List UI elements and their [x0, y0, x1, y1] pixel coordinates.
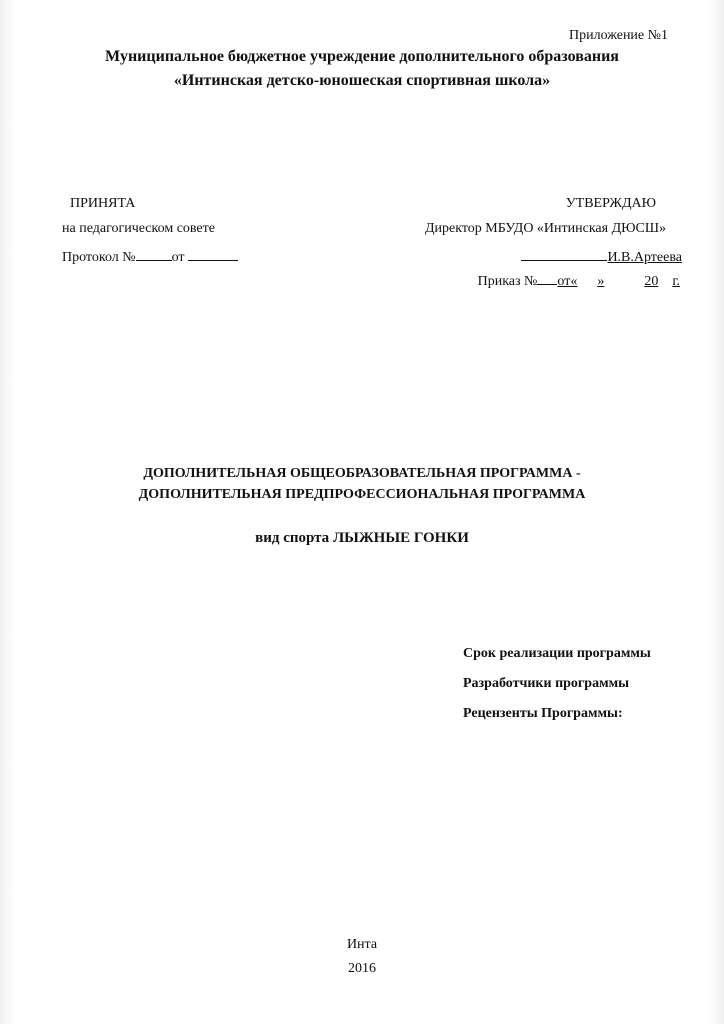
appendix-label: Приложение №1 [569, 28, 668, 43]
protocol-label: Протокол № [62, 250, 136, 265]
sport-name: ЛЫЖНЫЕ ГОНКИ [332, 530, 469, 546]
organization-name-line1: Муниципальное бюджетное учреждение дополнительного образования [105, 48, 619, 65]
sport-label: вид спорта [255, 530, 330, 546]
director-position: Директор МБУДО «Интинская ДЮСШ» [424, 221, 666, 236]
program-title-line2: ДОПОЛНИТЕЛЬНАЯ ПРЕДПРОФЕССИОНАЛЬНАЯ ПРОГРАММА [138, 487, 586, 502]
protocol-number-blank [136, 246, 172, 261]
program-developers: Разработчики программы [463, 676, 630, 691]
director-signature-line [521, 246, 682, 266]
signature-blank [521, 246, 607, 261]
order-line [478, 270, 680, 290]
program-reviewers: Рецензенты Программы: [463, 706, 623, 721]
organization-name-line2: «Интинская детско-юношеская спортивная школа» [173, 72, 551, 89]
year: 2016 [348, 961, 376, 976]
protocol-from-label: от [171, 250, 185, 265]
approved-title: УТВЕРЖДАЮ [565, 196, 656, 211]
sport-line [0, 530, 724, 547]
accepted-protocol [62, 246, 238, 266]
program-term: Срок реализации программы [463, 646, 651, 661]
protocol-date-blank [188, 246, 238, 261]
program-title-line1: ДОПОЛНИТЕЛЬНАЯ ОБЩЕОБРАЗОВАТЕЛЬНАЯ ПРОГРАММА - [143, 466, 581, 481]
order-date-line: от« » 20 г. [557, 274, 680, 289]
accepted-council: на педагогическом совете [62, 221, 215, 236]
city: Инта [346, 937, 378, 952]
order-label: Приказ № [477, 274, 538, 289]
accepted-title: ПРИНЯТА [70, 196, 136, 211]
director-name: И.В.Артеева [607, 250, 682, 265]
order-number-blank [537, 270, 557, 285]
